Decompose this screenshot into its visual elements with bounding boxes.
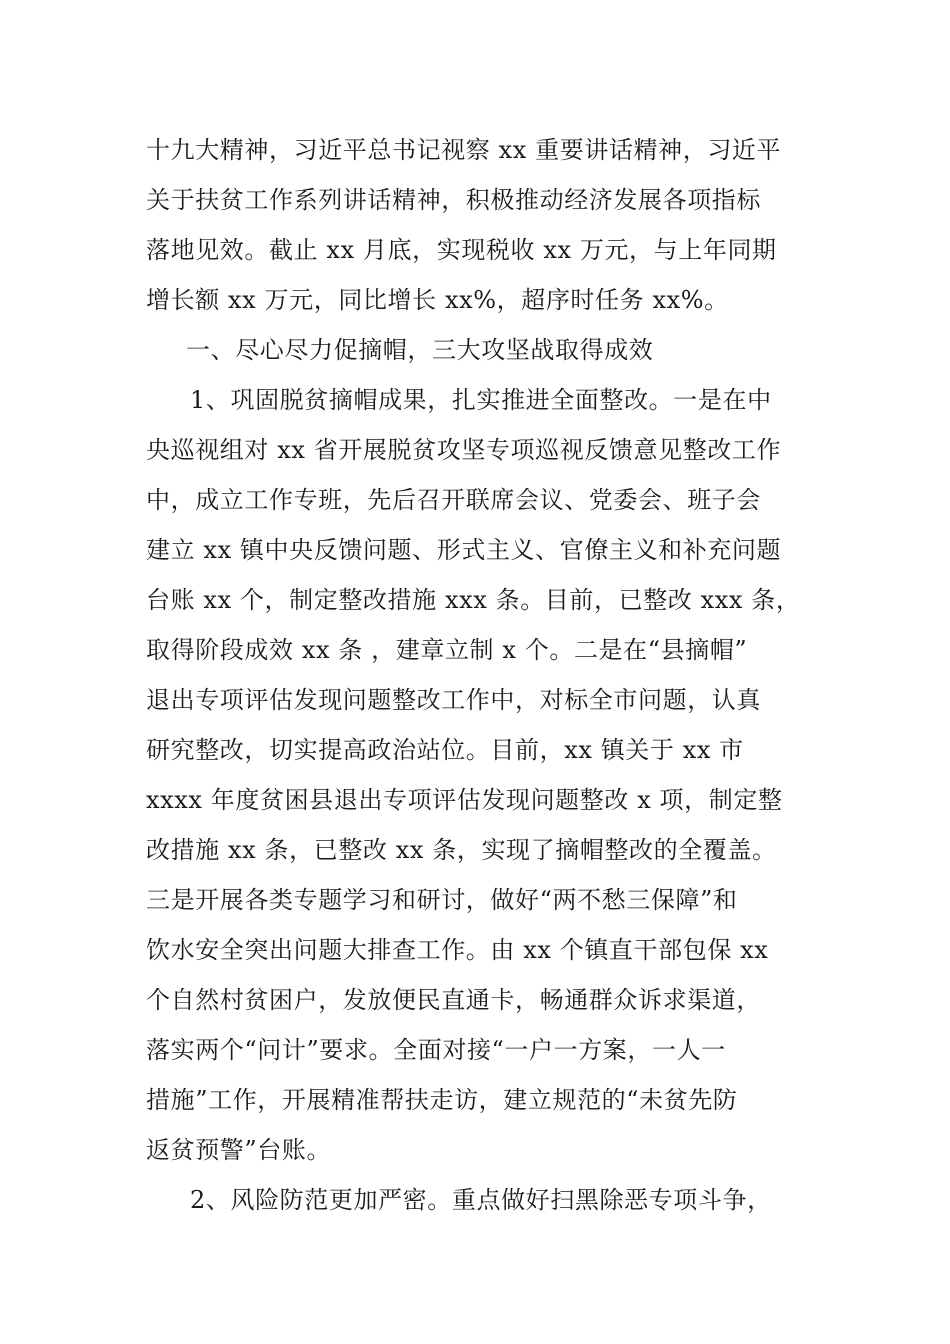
paragraph-line: 落实两个“问计”要求。全面对接“一户一方案，一人一	[146, 1036, 726, 1064]
paragraph-line: 中，成立工作专班，先后召开联席会议、党委会、班子会	[146, 486, 761, 514]
paragraph-line: 取得阶段成效 xx 条 ，建章立制 x 个。二是在“县摘帽”	[146, 636, 748, 664]
paragraph-line: 央巡视组对 xx 省开展脱贫攻坚专项巡视反馈意见整改工作	[146, 436, 782, 464]
paragraph-line: 返贫预警”台账。	[146, 1136, 332, 1164]
paragraph-line: xxxx 年度贫困县退出专项评估发现问题整改 x 项，制定整	[146, 786, 783, 814]
paragraph-line: 退出专项评估发现问题整改工作中，对标全市问题，认真	[146, 686, 761, 714]
paragraph-line: 落地见效。截止 xx 月底，实现税收 xx 万元，与上年同期	[146, 236, 777, 264]
paragraph-line: 十九大精神，习近平总书记视察 xx 重要讲话精神，习近平	[146, 136, 782, 164]
paragraph-line: 关于扶贫工作系列讲话精神，积极推动经济发展各项指标	[146, 186, 761, 214]
paragraph-line: 增长额 xx 万元，同比增长 xx%，超序时任务 xx%。	[146, 286, 729, 314]
paragraph-line: 三是开展各类专题学习和研讨，做好“两不愁三保障”和	[146, 886, 738, 914]
paragraph-line: 建立 xx 镇中央反馈问题、形式主义、官僚主义和补充问题	[146, 536, 782, 564]
section-heading: 一、尽心尽力促摘帽，三大攻坚战取得成效	[186, 336, 654, 364]
paragraph-line: 研究整改，切实提高政治站位。目前，xx 镇关于 xx 市	[146, 736, 744, 764]
subsection-heading-line: 1、巩固脱贫摘帽成果，扎实推进全面整改。一是在中	[190, 386, 772, 414]
paragraph-line: 改措施 xx 条，已整改 xx 条，实现了摘帽整改的全覆盖。	[146, 836, 777, 864]
subsection-heading-line: 2、风险防范更加严密。重点做好扫黑除恶专项斗争，	[190, 1186, 772, 1214]
paragraph-line: 措施”工作，开展精准帮扶走访，建立规范的“未贫先防	[146, 1086, 738, 1114]
paragraph-line: 个自然村贫困户，发放便民直通卡，畅通群众诉求渠道，	[146, 986, 761, 1014]
paragraph-line: 台账 xx 个，制定整改措施 xxx 条。目前，已整改 xxx 条，	[146, 586, 801, 614]
paragraph-line: 饮水安全突出问题大排查工作。由 xx 个镇直干部包保 xx	[146, 936, 769, 964]
